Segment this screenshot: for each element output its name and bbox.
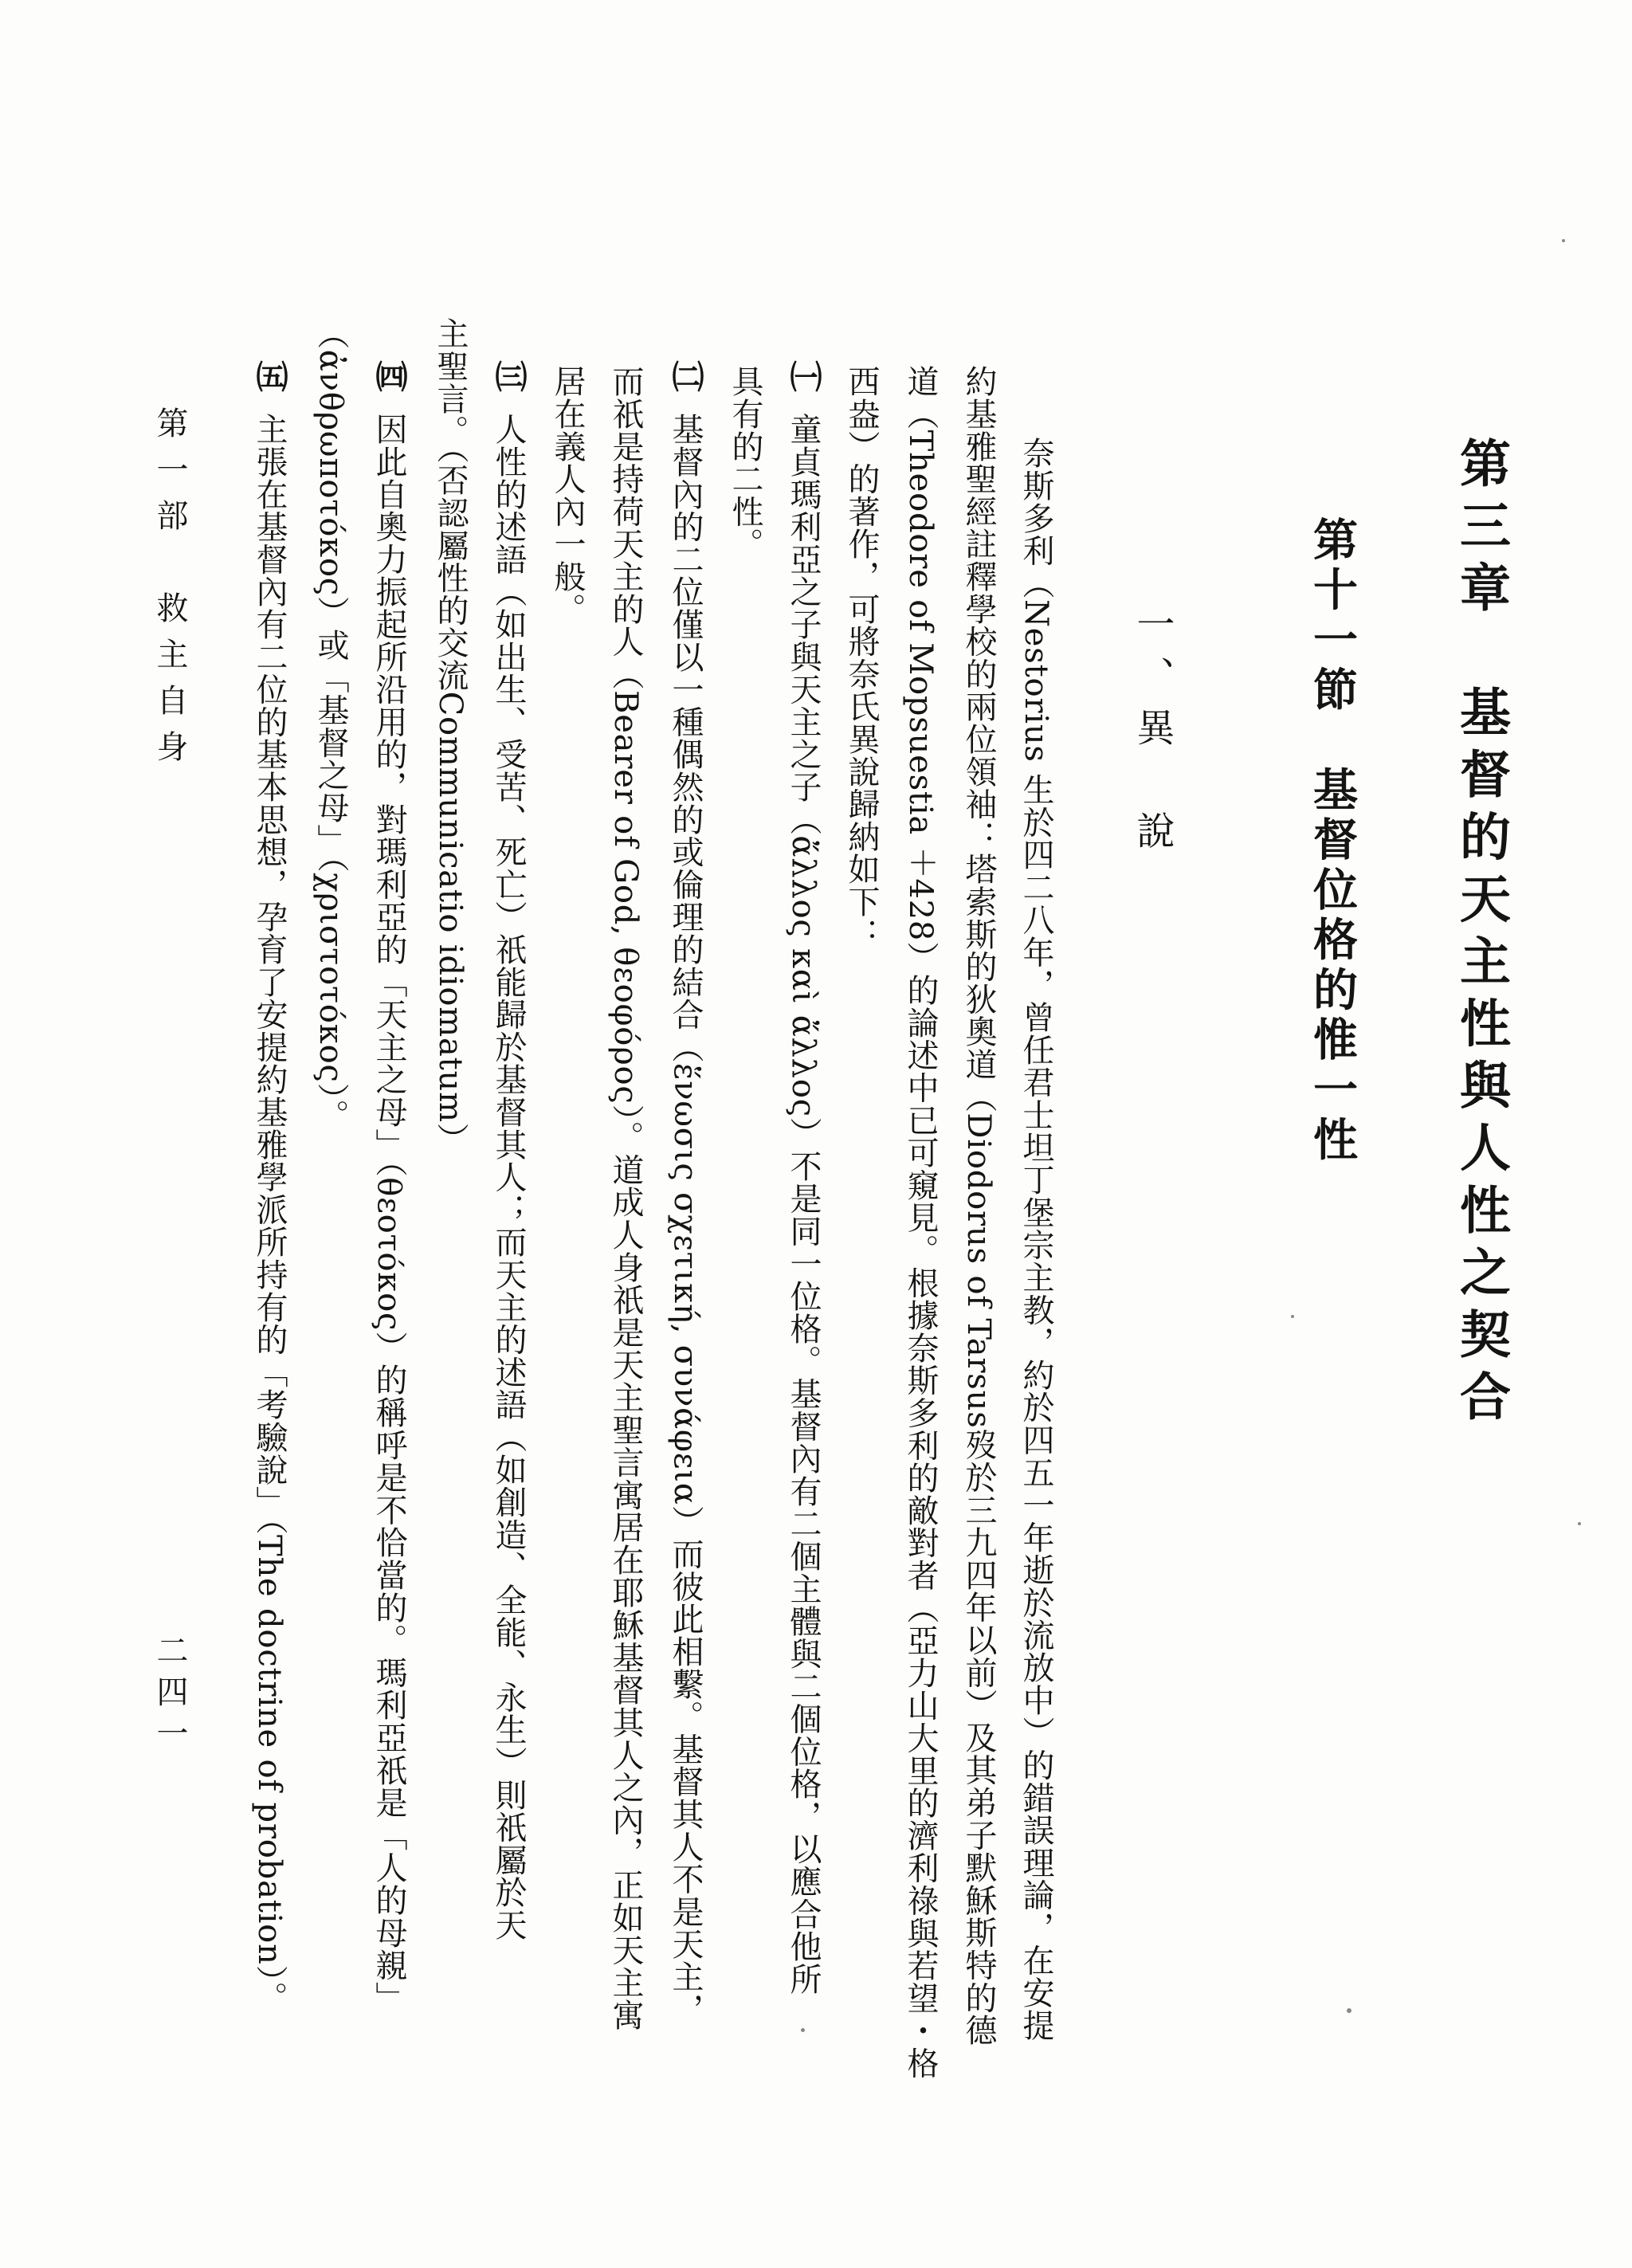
- intro-line: 奈斯多利（Nestorius 生於四二八年，曾任君士坦丁堡宗主教，約於四五一年逝於流放中）的錯誤理論，在安提: [1018, 437, 1054, 2042]
- point-line: 人性的述語（如出生、受苦、死亡）祇能歸於基督其人；而天主的述語（如創造、全能、永生）則祇屬於天: [490, 413, 527, 1941]
- running-footer: 第一部 救主自身: [151, 406, 188, 776]
- intro-line: 西盎）的著作，可將奈氏異說歸納如下：: [843, 365, 880, 951]
- point-line: 童貞瑪利亞之子與天主之子（ἄλλος καὶ ἄλλος）不是同一位格。基督內有二個主體與二個位格，以應合他所: [785, 413, 822, 1995]
- point-marker: ㈤: [251, 360, 288, 393]
- point-line: 基督內的二位僅以一種偶然的或倫理的結合（ἕνωσις σχετική, συνάφεια）而彼此相繫。基督其人不是天主，: [667, 413, 704, 2026]
- scan-speck: [1578, 1522, 1581, 1525]
- chapter-title: 第三章 基督的天主性與人性之契合: [1451, 437, 1511, 1433]
- point-line: 而祇是持荷天主的人（Bearer of God, θεοφόρος）。道成人身祇是天主聖言寓居在耶穌基督其人之內，正如天主寓: [607, 365, 644, 2031]
- page-number: 二四一: [151, 1634, 188, 1758]
- point-marker: ㈠: [785, 360, 822, 393]
- point-line: 居在義人內一般。: [549, 365, 586, 626]
- scan-speck: [801, 2028, 805, 2032]
- section-title: 第十一節 基督位格的惟一性: [1306, 516, 1359, 1167]
- scan-speck: [1291, 1315, 1294, 1318]
- subheading: 一、異 說: [1130, 604, 1175, 862]
- point-line: 主張在基督內有二位的基本思想，孕育了安提約基雅學派所持有的「考驗說」（The doctrine of probation）。: [251, 413, 288, 2015]
- intro-line: 道（Theodore of Mopsuestia ＋428）的論述中已可窺見。根據奈斯多利的敵對者（亞力山大里的濟利祿與若望・格: [902, 365, 939, 2080]
- point-line: （ἀνθρωποτόκος）或「基督之母」（χριστοτόκος）。: [312, 317, 349, 1132]
- point-line: 因此自奧力振起所沿用的，對瑪利亞的「天主之母」（θεοτόκος）的稱呼是不恰當的。瑪利亞祇是「人的母親」: [371, 413, 407, 2014]
- point-marker: ㈣: [371, 360, 408, 393]
- scan-speck: [1347, 2008, 1352, 2013]
- intro-line: 約基雅聖經註釋學校的兩位領袖：塔索斯的狄奧道（Diodorus of Tarsus歿於三九四年以前）及其弟子默穌斯特的德: [960, 365, 997, 2046]
- point-marker: ㈡: [667, 360, 704, 393]
- point-line: 主聖言。（否認屬性的交流Communicatio idiomatum）: [432, 317, 469, 1156]
- point-marker: ㈢: [490, 360, 528, 393]
- scan-speck: [1562, 239, 1565, 242]
- point-line: 具有的二性。: [727, 365, 763, 560]
